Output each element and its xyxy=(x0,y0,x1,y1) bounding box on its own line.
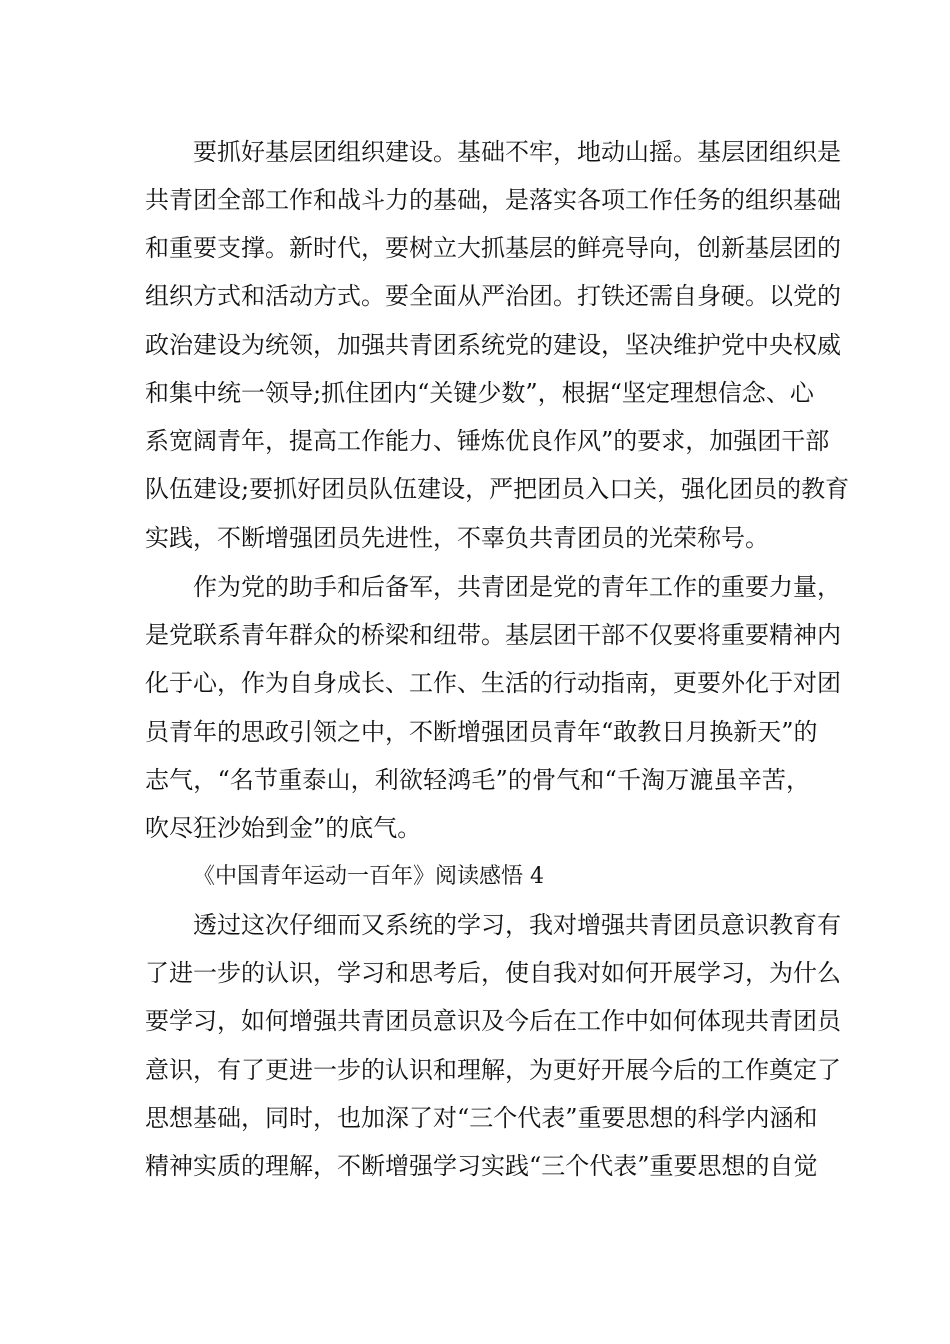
paragraph-3-line-2: 了进一步的认识，学习和思考后，使自我对如何开展学习，为什么 xyxy=(145,959,841,987)
paragraph-2-line-4: 员青年的思政引领之中，不断增强团员青年“敢教日月换新天”的 xyxy=(145,718,818,746)
paragraph-2-line-2: 是党联系青年群众的桥梁和纽带。基层团干部不仅要将重要精神内 xyxy=(145,621,841,649)
paragraph-2-line-5: 志气，“名节重泰山，利欲轻鸿毛”的骨气和“千淘万漉虽辛苦， xyxy=(145,766,810,794)
paragraph-2-line-6: 吹尽狂沙始到金”的底气。 xyxy=(145,814,422,842)
paragraph-1-line-7: 系宽阔青年，提高工作能力、锤炼优良作风”的要求，加强团干部 xyxy=(145,427,830,455)
paragraph-3-line-6: 精神实质的理解，不断增强学习实践“三个代表”重要思想的自觉 xyxy=(145,1152,818,1180)
paragraph-3-line-1: 透过这次仔细而又系统的学习，我对增强共青团员意识教育有 xyxy=(193,911,841,939)
paragraph-1-line-6: 和集中统一领导;抓住团内“关键少数”，根据“坚定理想信念、心 xyxy=(145,379,814,407)
paragraph-3-line-3: 要学习，如何增强共青团员意识及今后在工作中如何体现共青团员 xyxy=(145,1007,841,1035)
paragraph-2-line-1: 作为党的助手和后备军，共青团是党的青年工作的重要力量， xyxy=(193,573,841,601)
paragraph-3-line-4: 意识，有了更进一步的认识和理解，为更好开展今后的工作奠定了 xyxy=(145,1056,841,1084)
paragraph-2-line-3: 化于心，作为自身成长、工作、生活的行动指南，更要外化于对团 xyxy=(145,669,841,697)
paragraph-1-line-4: 组织方式和活动方式。要全面从严治团。打铁还需自身硬。以党的 xyxy=(145,282,841,310)
paragraph-1-line-9: 实践，不断增强团员先进性，不辜负共青团员的光荣称号。 xyxy=(145,524,769,552)
paragraph-1-line-1: 要抓好基层团组织建设。基础不牢，地动山摇。基层团组织是 xyxy=(193,138,841,166)
section-heading: 《中国青年运动一百年》阅读感悟 4 xyxy=(193,864,544,889)
paragraph-1-line-5: 政治建设为统领，加强共青团系统党的建设，坚决维护党中央权威 xyxy=(145,331,841,359)
paragraph-1-line-3: 和重要支撑。新时代，要树立大抓基层的鲜亮导向，创新基层团的 xyxy=(145,234,841,262)
paragraph-1-line-2: 共青团全部工作和战斗力的基础，是落实各项工作任务的组织基础 xyxy=(145,186,841,214)
paragraph-1-line-8: 队伍建设;要抓好团员队伍建设，严把团员入口关，强化团员的教育 xyxy=(145,475,850,503)
paragraph-3-line-5: 思想基础，同时，也加深了对“三个代表”重要思想的科学内涵和 xyxy=(145,1104,818,1132)
